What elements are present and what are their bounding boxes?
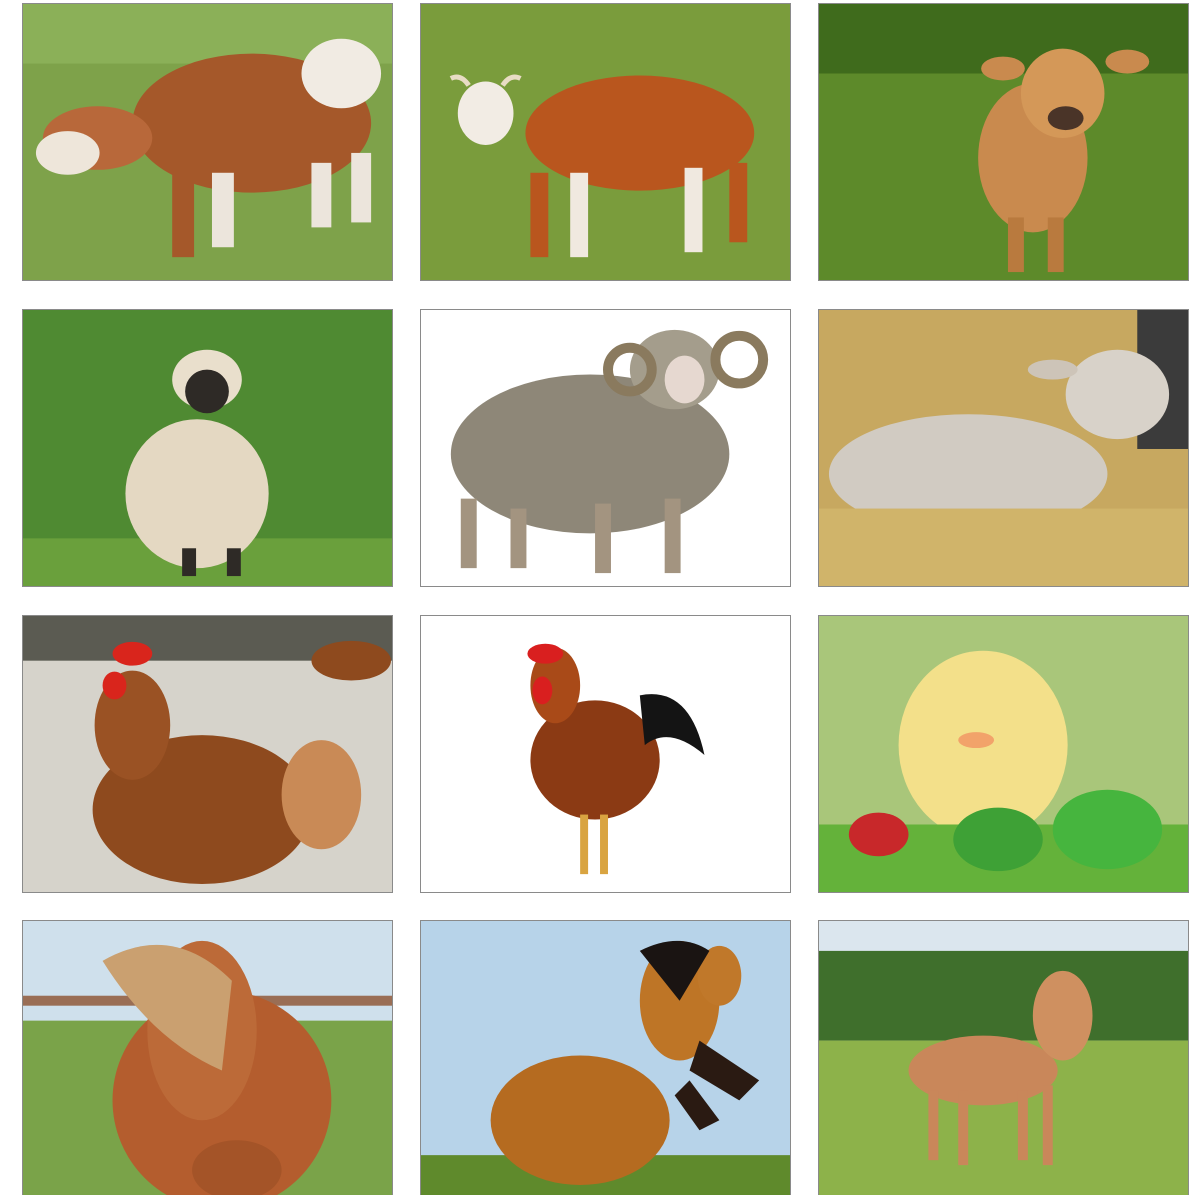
photo-hen — [22, 615, 393, 893]
photo-lamb — [818, 309, 1189, 587]
photo-calf — [818, 3, 1189, 281]
photo-horse — [22, 920, 393, 1195]
photo-rooster — [420, 615, 791, 893]
photo-ram — [420, 309, 791, 587]
photo-foal — [818, 920, 1189, 1195]
photo-stallion — [420, 920, 791, 1195]
photo-chick — [818, 615, 1189, 893]
photo-sheep — [22, 309, 393, 587]
photo-cow — [22, 3, 393, 281]
photo-bull — [420, 3, 791, 281]
